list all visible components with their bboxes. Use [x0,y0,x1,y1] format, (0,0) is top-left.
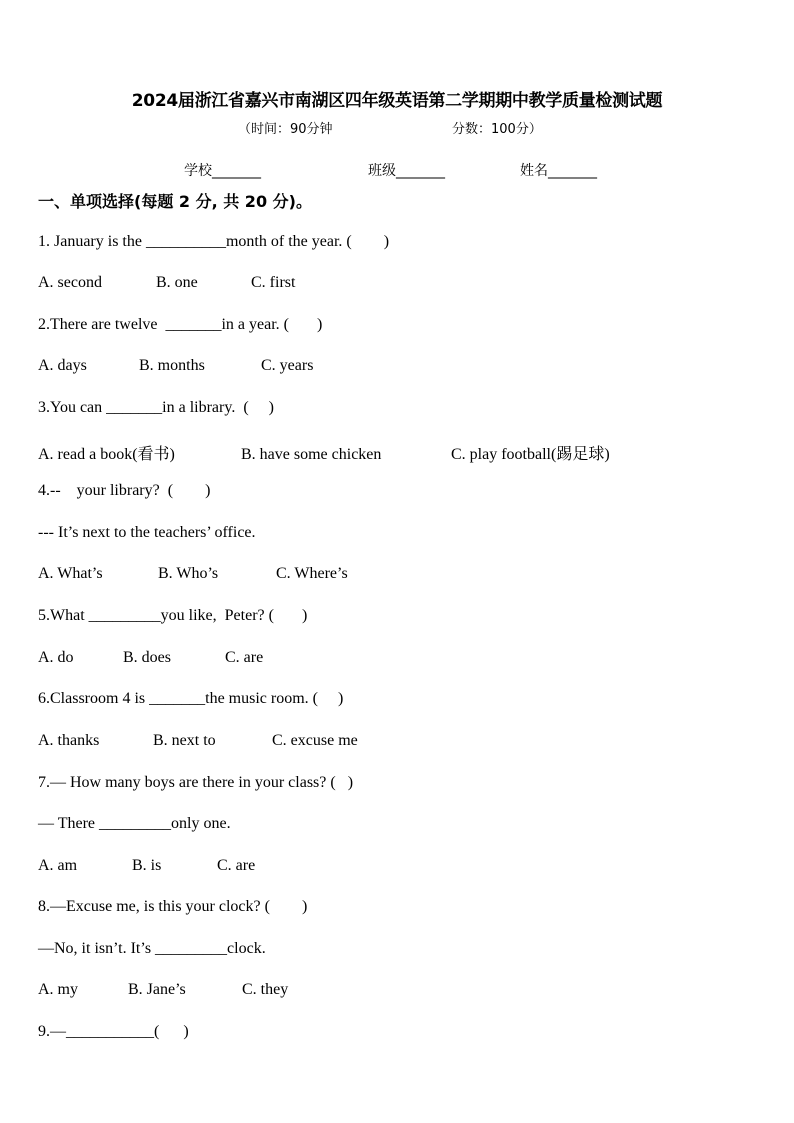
option-b: B. have some chicken [241,446,382,463]
question-2-options [38,357,313,375]
question-8: 8.—Excuse me, is this your clock? ( ) [38,898,308,915]
option-a: A. thanks [38,732,100,749]
question-5-options [38,649,263,667]
question-1: 1. January is the __________month of the year. ( ) [38,233,390,250]
question-4-answer-line: --- It’s next to the teachers’ office. [38,524,256,541]
question-4: 4.-- your library? ( ) [38,482,211,499]
section-heading: 一、单项选择(每题 2 分, 共 20 分)。 [38,192,312,211]
question-3: 3.You can _______in a library. ( ) [38,399,274,416]
exam-time: （时间：90分钟 [238,122,333,137]
option-a: A. do [38,649,74,666]
question-7-answer-line: — There _________only one. [38,815,231,832]
question-7-options [38,857,255,875]
option-c: C. are [217,857,256,874]
question-3-options [38,441,610,464]
school-field: 学校_______ [184,163,261,179]
option-a: A. What’s [38,565,103,582]
question-7: 7.— How many boys are there in your class? ( ) [38,774,354,791]
option-b: B. does [123,649,171,666]
option-c: C. are [225,649,264,666]
option-c: C. play football(踢足球) [451,446,610,463]
option-c: C. Where’s [276,565,348,582]
option-a: A. my [38,981,78,998]
question-2: 2.There are twelve _______in a year. ( ) [38,316,323,333]
option-c: C. they [242,981,289,998]
question-5: 5.What _________you like, Peter? ( ) [38,607,308,624]
option-b: B. is [132,857,162,874]
option-c: C. years [261,357,314,374]
question-6-options [38,732,358,750]
option-a: A. read a book(看书) [38,446,175,463]
question-9: 9.—___________( ) [38,1023,189,1040]
option-b: B. Jane’s [128,981,186,998]
question-8-options [38,981,288,999]
question-8-answer-line: —No, it isn’t. It’s _________clock. [38,940,266,957]
option-b: B. next to [153,732,216,749]
option-a: A. days [38,357,87,374]
option-a: A. second [38,274,102,291]
class-field: 班级_______ [368,163,445,179]
page-title: 2024届浙江省嘉兴市南湖区四年级英语第二学期期中教学质量检测试题 [131,91,663,111]
option-b: B. months [139,357,205,374]
question-4-options [38,565,348,583]
question-1-options [38,274,295,292]
option-c: C. first [251,274,296,291]
option-b: B. one [156,274,198,291]
exam-score: 分数：100分） [452,122,542,137]
question-6: 6.Classroom 4 is _______the music room. ( ) [38,690,344,707]
name-field: 姓名_______ [520,163,597,179]
option-c: C. excuse me [272,732,358,749]
option-a: A. am [38,857,78,874]
option-b: B. Who’s [158,565,219,582]
